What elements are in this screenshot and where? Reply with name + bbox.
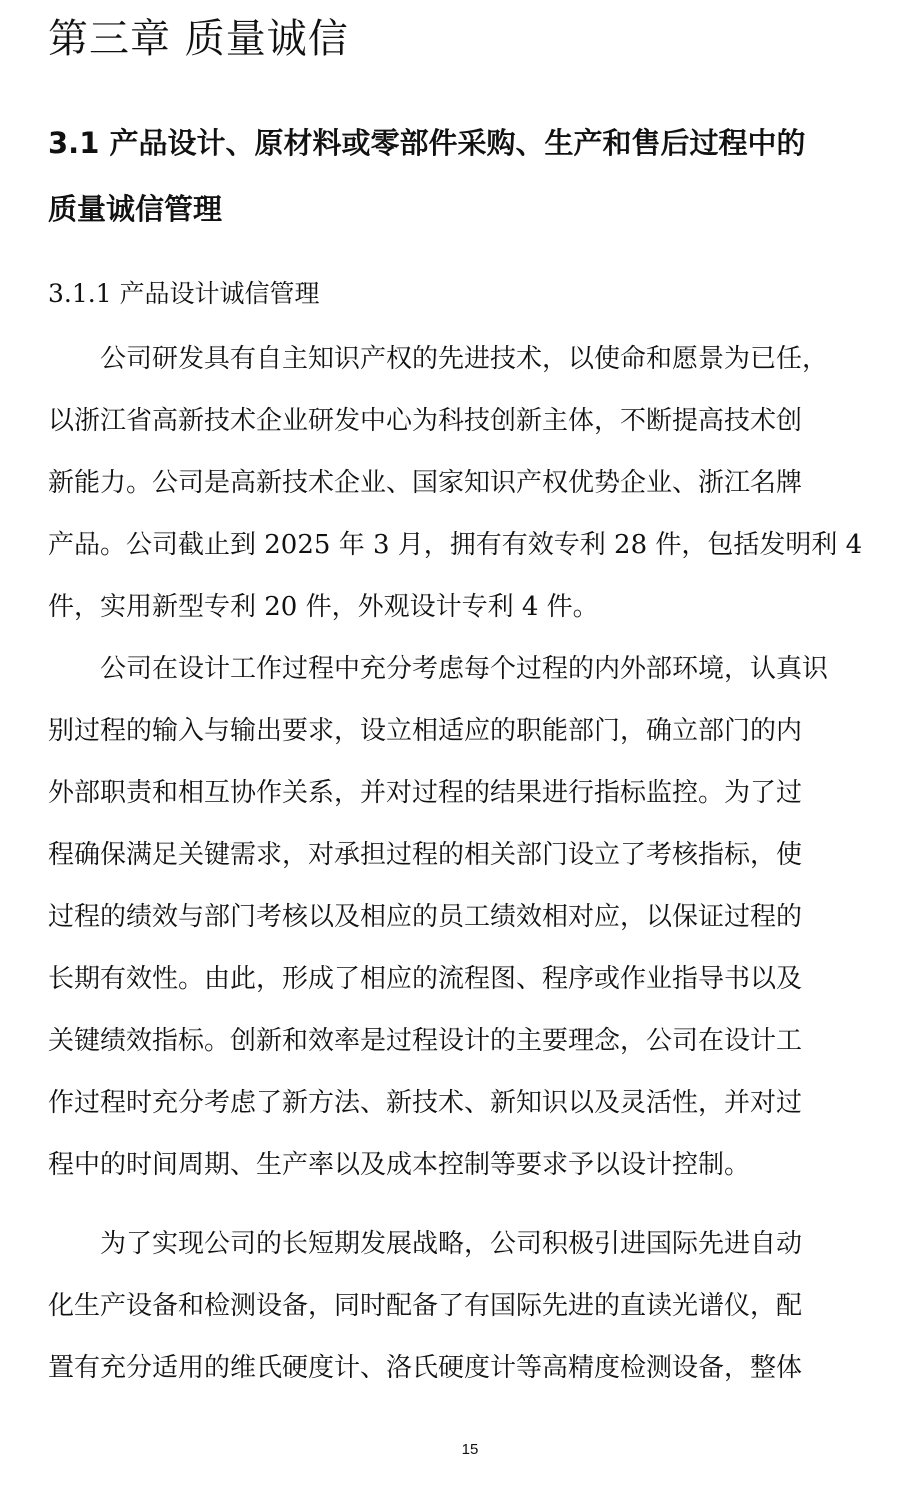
paragraph-line: 关键绩效指标。创新和效率是过程设计的主要理念，公司在设计工	[48, 1026, 803, 1056]
paragraph-line: 化生产设备和检测设备，同时配备了有国际先进的直读光谱仪，配	[48, 1291, 803, 1321]
paragraph-line: 作过程时充分考虑了新方法、新技术、新知识以及灵活性，并对过	[48, 1088, 803, 1118]
paragraph-line: 过程的绩效与部门考核以及相应的员工绩效相对应，以保证过程的	[48, 902, 803, 932]
paragraph-equipment	[48, 1213, 884, 1399]
paragraph-line: 外部职责和相互协作关系，并对过程的结果进行指标监控。为了过	[48, 778, 803, 808]
paragraph-line: 件，实用新型专利 20 件，外观设计专利 4 件。	[48, 592, 599, 622]
paragraph-line: 公司在设计工作过程中充分考虑每个过程的内外部环境，认真识	[48, 654, 829, 684]
paragraph-line: 长期有效性。由此，形成了相应的流程图、程序或作业指导书以及	[48, 964, 803, 994]
paragraph-line: 产品。公司截止到 2025 年 3 月，拥有有效专利 28 件，包括发明利 4	[48, 530, 863, 560]
subsection-title: 3.1.1 产品设计诚信管理	[48, 279, 320, 308]
paragraph-line: 以浙江省高新技术企业研发中心为科技创新主体，不断提高技术创	[48, 406, 803, 436]
paragraph-line: 公司研发具有自主知识产权的先进技术，以使命和愿景为已任，	[48, 344, 829, 374]
chapter-title: 第三章 质量诚信	[48, 16, 349, 62]
section-title-line: 质量诚信管理	[48, 192, 223, 226]
section-title-line: 3.1 产品设计、原材料或零部件采购、生产和售后过程中的	[48, 126, 806, 160]
paragraph-patents	[48, 328, 884, 638]
paragraph-line: 程中的时间周期、生产率以及成本控制等要求予以设计控制。	[48, 1150, 751, 1180]
paragraph-line: 程确保满足关键需求，对承担过程的相关部门设立了考核指标，使	[48, 840, 803, 870]
section-title	[48, 110, 888, 242]
paragraph-line: 别过程的输入与输出要求，设立相适应的职能部门，确立部门的内	[48, 716, 803, 746]
paragraph-design-process	[48, 638, 884, 1196]
paragraph-line: 置有充分适用的维氏硬度计、洛氏硬度计等高精度检测设备，整体	[48, 1353, 803, 1383]
page-number: 15	[461, 1441, 479, 1458]
paragraph-line: 新能力。公司是高新技术企业、国家知识产权优势企业、浙江名牌	[48, 468, 803, 498]
paragraph-line: 为了实现公司的长短期发展战略，公司积极引进国际先进自动	[48, 1229, 803, 1259]
